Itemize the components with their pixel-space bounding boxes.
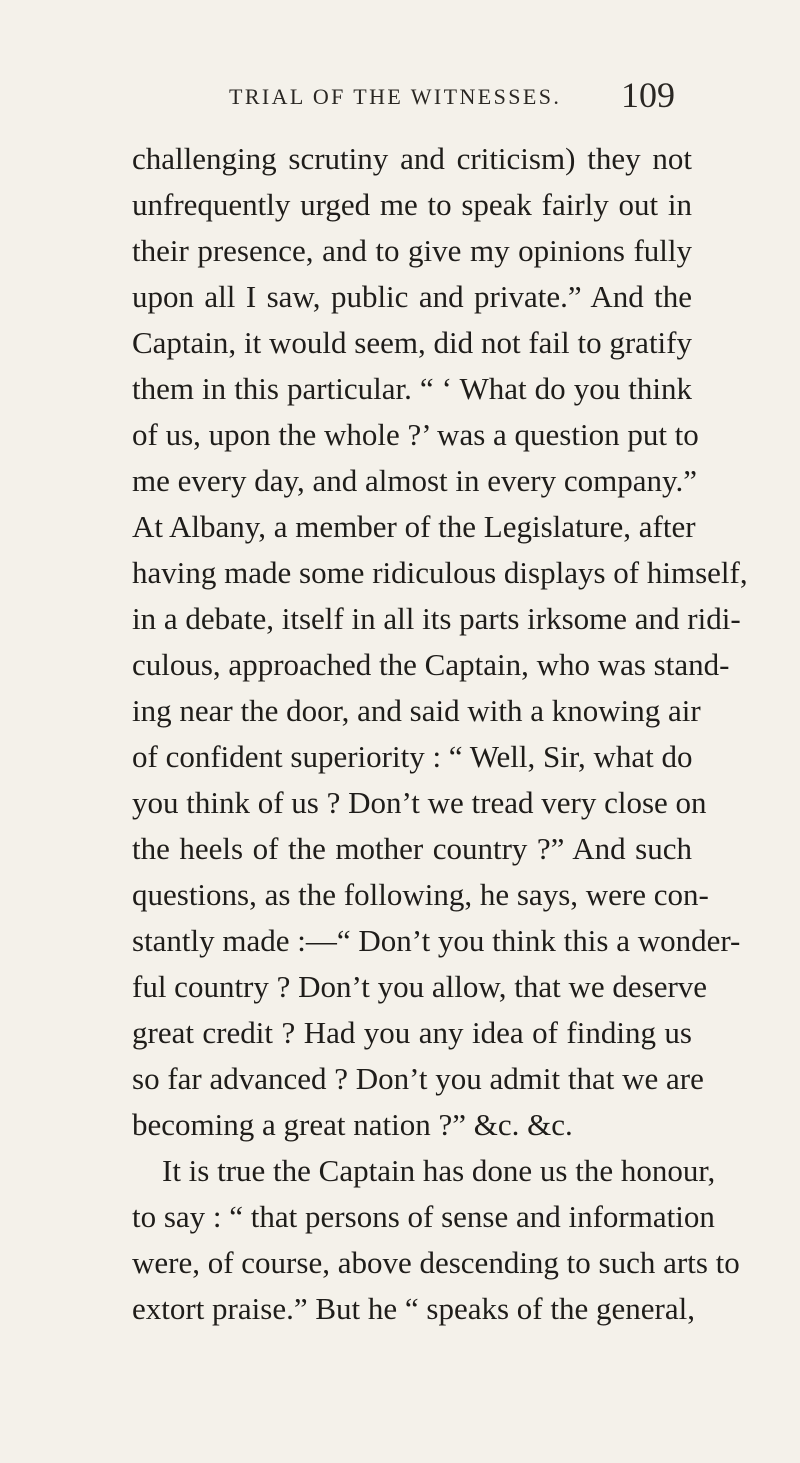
text-line: stantly made :—“ Don’t you think this a wonder-: [132, 923, 741, 958]
text-line: ful country ? Don’t you allow, that we deserve: [132, 969, 708, 1004]
text-line: questions, as the following, he says, were con-: [132, 877, 709, 912]
text-line: them in this particular. “ ‘ What do you think: [132, 371, 692, 406]
body-text: [132, 136, 748, 1332]
text-line: the heels of the mother country ?” And such: [132, 831, 692, 866]
text-line: to say : “ that persons of sense and information: [132, 1199, 715, 1234]
text-line: great credit ? Had you any idea of finding us: [132, 1015, 692, 1050]
text-line: culous, approached the Captain, who was stand-: [132, 647, 730, 682]
text-line: of confident superiority : “ Well, Sir, what do: [132, 739, 693, 774]
text-line: It is true the Captain has done us the honour,: [162, 1153, 716, 1188]
text-line: upon all I saw, public and private.” And the: [132, 279, 692, 314]
text-line: so far advanced ? Don’t you admit that we are: [132, 1061, 704, 1096]
text-line: becoming a great nation ?” &c. &c.: [132, 1107, 573, 1142]
text-line: Captain, it would seem, did not fail to gratify: [132, 325, 692, 360]
text-line: in a debate, itself in all its parts irksome and ridi-: [132, 601, 741, 636]
text-line: their presence, and to give my opinions fully: [132, 233, 692, 268]
text-line: challenging scrutiny and criticism) they not: [132, 141, 692, 176]
text-line: having made some ridiculous displays of himself,: [132, 555, 748, 590]
page-number: 109: [621, 75, 675, 115]
text-line: were, of course, above descending to such arts to: [132, 1245, 740, 1280]
text-line: me every day, and almost in every company.”: [132, 463, 697, 498]
running-head: [0, 74, 800, 114]
text-line: you think of us ? Don’t we tread very close on: [132, 785, 707, 820]
text-line: of us, upon the whole ?’ was a question put to: [132, 417, 699, 452]
text-line: unfrequently urged me to speak fairly out in: [132, 187, 692, 222]
text-line: extort praise.” But he “ speaks of the general,: [132, 1291, 695, 1326]
text-line: At Albany, a member of the Legislature, after: [132, 509, 696, 544]
running-title: TRIAL OF THE WITNESSES.: [229, 84, 562, 109]
text-line: ing near the door, and said with a knowing air: [132, 693, 701, 728]
